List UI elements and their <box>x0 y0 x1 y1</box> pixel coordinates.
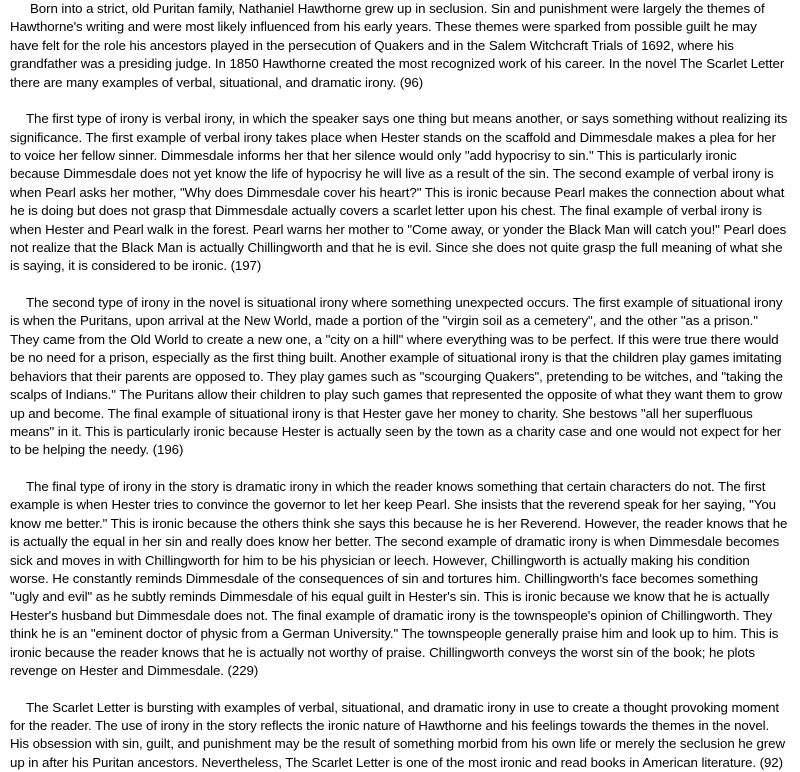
paragraph-introduction: Born into a strict, old Puritan family, Nathaniel Hawthorne grew up in seclusion. Sin and punishment were largely the themes of Hawthorne's writing and were most likely influenced from his early years. These themes were sparked from possible guilt he may have felt for the role his ancestors played in the persecution of Quakers and in the Salem Witchcraft Trials of 1692, where his grandfather was a presiding judge. In 1850 Hawthorne created the most recognized work of his career. In the novel The Scarlet Letter there are many examples of verbal, situational, and dramatic irony. (96) <box>10 1 785 90</box>
essay-document <box>10 0 788 772</box>
paragraph-spacer <box>10 460 788 478</box>
paragraph-conclusion: The Scarlet Letter is bursting with examples of verbal, situational, and dramatic irony in use to create a thought provoking moment for the reader. The use of irony in the story reflects the ironic nature of Hawthorne and his feelings towards the themes in the novel. His obsession with sin, guilt, and punishment may be the result of something morbid from his own life or merely the seclusion he grew up in after his Puritan ancestors. Nevertheless, The Scarlet Letter is one of the most ironic and read books in American literature. (92) <box>10 699 785 770</box>
paragraph-verbal-irony: The first type of irony is verbal irony, in which the speaker says one thing but means another, or says something without realizing its significance. The first example of verbal irony takes place when Hester stands on the scaffold and Dimmesdale makes a plea for her to voice her fellow sinner. Dimmesdale informs her that her silence would only "add hypocrisy to sin." This is particularly ironic because Dimmesdale does not yet know the life of hypocrisy he will live as a result of the sin. The second example of verbal irony is when Pearl asks her mother, "Why does Dimmesdale cover his heart?" This is ironic because Pearl makes the connection about what he is doing but does not grasp that Dimmesdale actually covers a scarlet letter upon his chest. The final example of verbal irony is when Hester and Pearl walk in the forest. Pearl warns her mother to "Come away, or yonder the Black Man will catch you!" Pearl does not realize that the Black Man is actually Chillingworth and that he is evil. Since she does not quite grasp the full meaning of what she is saying, it is considered to be ironic. (197) <box>10 111 788 274</box>
paragraph-spacer <box>10 276 788 294</box>
paragraph-spacer <box>10 680 788 698</box>
paragraph-situational-irony: The second type of irony in the novel is situational irony where something unexpected occurs. The first example of situational irony is when the Puritans, upon arrival at the New World, made a portion of the "virgin soil as a cemetery", and the other "as a prison." They came from the Old World to create a new one, a "city on a hill" where everything was to be perfect. If this were true there would be no need for a prison, especially as the first thing built. Another example of situational irony is that the children play games imitating behaviors that their parents are opposed to. They play games such as "scourging Quakers", pretending to be witches, and "taking the scalps of Indians." The Puritans allow their children to play such games that represented the opposite of what they want them to grow up and become. The final example of situational irony is that Hester gave her money to charity. She bestows "all her superfluous means" in it. This is particularly ironic because Hester is actually seen by the town as a charity case and one would not expect for her to be helping the needy. (196) <box>10 295 783 458</box>
paragraph-dramatic-irony: The final type of irony in the story is dramatic irony in which the reader knows something that certain characters do not. The first example is when Hester tries to convince the governor to let her keep Pearl. She insists that the reverend speak for her saying, "You know me better." This is ironic because the others think she says this because he is her Reverend. However, the reader knows that he is actually the equal in her sin and really does know her better. The second example of dramatic irony is when Dimmesdale becomes sick and moves in with Chillingworth for him to be his physician or leech. However, Chillingworth is actually making his condition worse. He constantly reminds Dimmesdale of the consequences of sin and tortures him. Chillingworth's face becomes something "ugly and evil" as he subtly reminds Dimmesdale of his equal guilt in Hester's sin. This is ironic because we know that he is actually Hester's husband but Dimmesdale does not. The final example of dramatic irony is the townspeople's opinion of Chillingworth. They think he is an "eminent doctor of physic from a German University." The townspeople generally praise him and look up to him. This is ironic because the reader knows that he is actually not worthy of praise. Chillingworth conveys the worst sin of the book; he plots revenge on Hester and Dimmesdale. (229) <box>10 478 788 678</box>
paragraph-spacer <box>10 92 788 110</box>
